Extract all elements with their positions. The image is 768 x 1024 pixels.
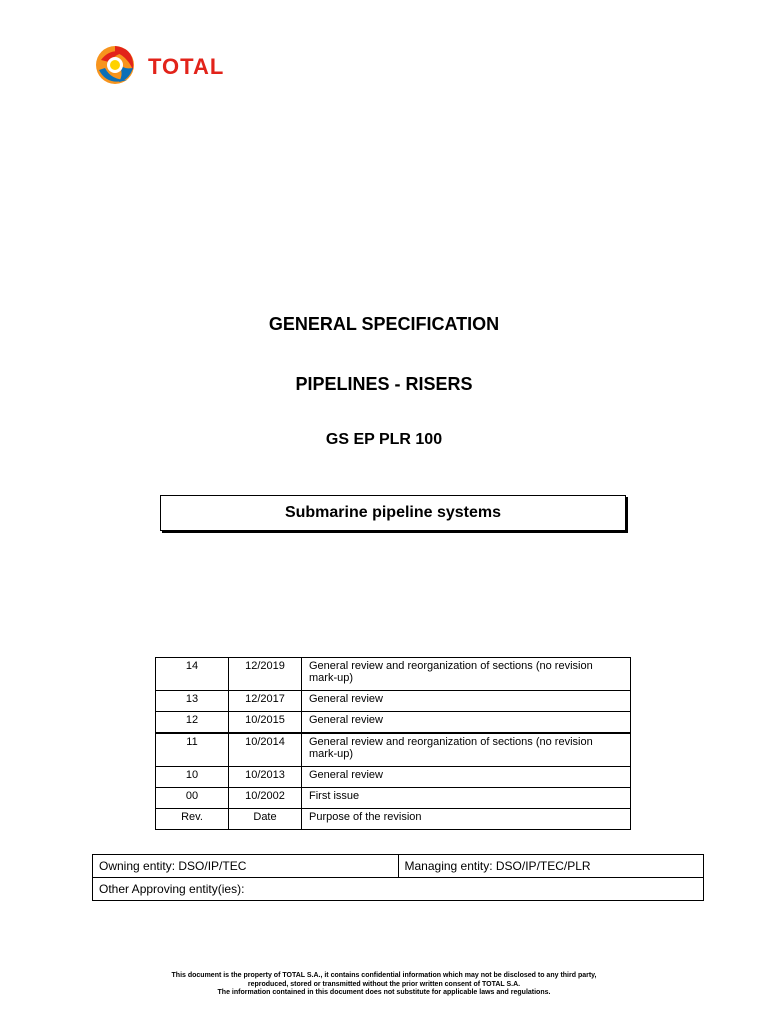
confidentiality-footer <box>0 972 768 998</box>
logo-text: TOTAL <box>148 54 225 79</box>
table-row <box>156 712 631 734</box>
document-domain-title: PIPELINES - RISERS <box>295 374 473 394</box>
document-type-title: GENERAL SPECIFICATION <box>268 314 500 334</box>
table-row <box>156 733 631 767</box>
table-header-row <box>156 809 631 830</box>
rev-cell: 13 <box>156 691 229 712</box>
total-logo <box>93 40 243 90</box>
rev-cell: 11 <box>156 733 229 767</box>
purpose-cell: General review and reorganization of sections (no revision mark-up) <box>302 658 631 691</box>
footer-line: reproduced, stored or transmitted without the prior written consent of TOTAL S.A. <box>247 980 521 988</box>
date-header: Date <box>229 809 302 830</box>
rev-header: Rev. <box>156 809 229 830</box>
rev-cell: 10 <box>156 767 229 788</box>
date-cell: 10/2015 <box>229 712 302 734</box>
rev-cell: 12 <box>156 712 229 734</box>
purpose-header: Purpose of the revision <box>302 809 631 830</box>
purpose-cell: General review and reorganization of sections (no revision mark-up) <box>302 733 631 767</box>
entity-table <box>92 854 704 901</box>
table-row <box>156 658 631 691</box>
revision-table <box>155 657 631 830</box>
date-cell: 10/2002 <box>229 788 302 809</box>
table-row <box>93 878 704 901</box>
footer-line: This document is the property of TOTAL S.A., it contains confidential information which may not be disclosed to any third party, <box>171 972 597 979</box>
date-cell: 10/2013 <box>229 767 302 788</box>
table-row <box>156 788 631 809</box>
other-approving-entity: Other Approving entity(ies): <box>93 878 704 901</box>
table-row <box>93 855 704 878</box>
subject-box <box>160 495 626 531</box>
rev-cell: 14 <box>156 658 229 691</box>
subject-title: Submarine pipeline systems <box>284 504 502 521</box>
owning-entity: Owning entity: DSO/IP/TEC <box>93 855 399 878</box>
purpose-cell: General review <box>302 691 631 712</box>
date-cell: 10/2014 <box>229 733 302 767</box>
date-cell: 12/2019 <box>229 658 302 691</box>
purpose-cell: First issue <box>302 788 631 809</box>
table-row <box>156 767 631 788</box>
total-logo-icon <box>93 40 143 90</box>
rev-cell: 00 <box>156 788 229 809</box>
footer-line: The information contained in this document does not substitute for applicable laws and regulations. <box>217 989 551 996</box>
purpose-cell: General review <box>302 767 631 788</box>
date-cell: 12/2017 <box>229 691 302 712</box>
purpose-cell: General review <box>302 712 631 734</box>
document-reference: GS EP PLR 100 <box>325 431 443 448</box>
managing-entity: Managing entity: DSO/IP/TEC/PLR <box>398 855 704 878</box>
table-row <box>156 691 631 712</box>
